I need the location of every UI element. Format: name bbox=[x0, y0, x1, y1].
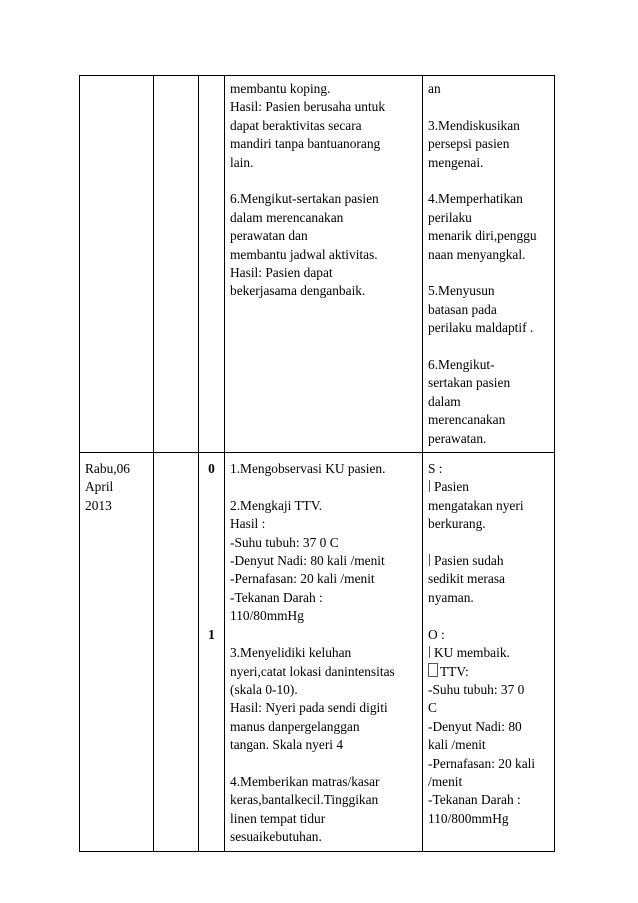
evaluation-line: persepsi pasien bbox=[428, 136, 510, 152]
evaluation-line: 4.Memperhatikan bbox=[428, 191, 523, 207]
evaluation-line bbox=[428, 264, 549, 282]
subjective-label: S : bbox=[428, 461, 443, 477]
evaluation-line: 3.Mendiskusikan bbox=[428, 117, 520, 133]
intervention-line: (skala 0-10). bbox=[230, 681, 298, 697]
intervention-line: 1.Mengobservasi KU pasien. bbox=[230, 461, 386, 477]
intervention-line: Hasil: Nyeri pada sendi digiti bbox=[230, 700, 388, 716]
date-line: Rabu,06 bbox=[85, 461, 131, 477]
number-cell bbox=[199, 453, 225, 851]
date-cell bbox=[80, 76, 154, 453]
subjective-line: sedikit merasa bbox=[428, 571, 505, 587]
intervention-line: Hasil: Pasien dapat bbox=[230, 265, 333, 281]
intervention-line: Hasil : bbox=[230, 516, 266, 532]
subjective-line: Pasien sudah bbox=[434, 553, 504, 569]
objective-line: -Suhu tubuh: 37 0 bbox=[428, 681, 525, 697]
intervention-line: dalam merencanakan bbox=[230, 209, 344, 225]
intervention-line bbox=[230, 478, 417, 496]
bullet-icon bbox=[429, 480, 430, 492]
evaluation-line: perilaku bbox=[428, 209, 472, 225]
intervention-line: 4.Memberikan matras/kasar bbox=[230, 773, 380, 789]
intervention-line: 3.Menyelidiki keluhan bbox=[230, 645, 352, 661]
intervention-line: lain. bbox=[230, 154, 254, 170]
table-row bbox=[80, 76, 555, 453]
date-line: April bbox=[85, 479, 114, 495]
date-cell bbox=[80, 453, 154, 851]
diagnosis-cell bbox=[154, 76, 199, 453]
intervention-line: dapat beraktivitas secara bbox=[230, 117, 362, 133]
number-cell bbox=[199, 76, 225, 453]
subjective-line: berkurang. bbox=[428, 516, 486, 532]
evaluation-line: perawatan. bbox=[428, 430, 487, 446]
evaluation-line: dalam bbox=[428, 393, 461, 409]
subjective-line: Pasien bbox=[434, 479, 469, 495]
evaluation-line bbox=[428, 338, 549, 356]
intervention-line: sesuaikebutuhan. bbox=[230, 829, 322, 845]
evaluation-line bbox=[428, 172, 549, 190]
evaluation-line: naan menyangkal. bbox=[428, 246, 526, 262]
date-line: 2013 bbox=[85, 497, 112, 513]
evaluation-line: menarik diri,penggu bbox=[428, 228, 537, 244]
evaluation-line: perilaku maldaptif . bbox=[428, 320, 534, 336]
objective-line: TTV: bbox=[440, 663, 469, 679]
objective-line: -Tekanan Darah : bbox=[428, 792, 521, 808]
objective-line: kali /menit bbox=[428, 737, 486, 753]
evaluation-line: 5.Menyusun bbox=[428, 283, 495, 299]
intervention-line: -Suhu tubuh: 37 0 C bbox=[230, 534, 339, 550]
intervention-line: membantu jadwal aktivitas. bbox=[230, 246, 378, 262]
objective-line: -Pernafasan: 20 kali bbox=[428, 755, 536, 771]
intervention-line: manus danpergelanggan bbox=[230, 718, 360, 734]
intervention-line: 110/80mmHg bbox=[230, 608, 304, 624]
diagnosis-number-top: 0 bbox=[208, 461, 215, 477]
intervention-line: tangan. Skala nyeri 4 bbox=[230, 737, 344, 753]
intervention-line: bekerjasama denganbaik. bbox=[230, 283, 366, 299]
evaluation-cell bbox=[423, 453, 555, 851]
objective-label: O : bbox=[428, 626, 445, 642]
evaluation-line: mengenai. bbox=[428, 154, 484, 170]
evaluation-line bbox=[428, 98, 549, 116]
subjective-line: nyaman. bbox=[428, 589, 474, 605]
intervention-line bbox=[230, 755, 417, 773]
evaluation-line: an bbox=[428, 81, 441, 96]
evaluation-line: batasan pada bbox=[428, 301, 497, 317]
bullet-icon bbox=[429, 646, 430, 658]
objective-line: /menit bbox=[428, 773, 463, 789]
intervention-line: nyeri,catat lokasi danintensitas bbox=[230, 663, 395, 679]
intervention-line: 6.Mengikut-sertakan pasien bbox=[230, 191, 379, 207]
bullet-icon bbox=[429, 554, 430, 566]
intervention-line: -Tekanan Darah : bbox=[230, 589, 323, 605]
intervention-line: mandiri tanpa bantuanorang bbox=[230, 136, 381, 152]
intervention-cell bbox=[225, 76, 423, 453]
table-row bbox=[80, 453, 555, 851]
intervention-line: Hasil: Pasien berusaha untuk bbox=[230, 99, 386, 115]
evaluation-line: merencanakan bbox=[428, 412, 506, 428]
intervention-line: linen tempat tidur bbox=[230, 810, 326, 826]
diagnosis-cell bbox=[154, 453, 199, 851]
intervention-line: -Pernafasan: 20 kali /menit bbox=[230, 571, 375, 587]
objective-line: KU membaik. bbox=[434, 645, 510, 661]
intervention-line: 2.Mengkaji TTV. bbox=[230, 497, 323, 513]
intervention-cell bbox=[225, 453, 423, 851]
diagnosis-number-bottom: 1 bbox=[208, 626, 215, 642]
evaluation-line: sertakan pasien bbox=[428, 375, 511, 391]
intervention-line: keras,bantalkecil.Tinggikan bbox=[230, 792, 379, 808]
subjective-line: mengatakan nyeri bbox=[428, 497, 524, 513]
nursing-care-table bbox=[79, 75, 555, 852]
objective-line: -Denyut Nadi: 80 bbox=[428, 718, 522, 734]
evaluation-line: 6.Mengikut- bbox=[428, 357, 495, 373]
objective-line: C bbox=[428, 700, 437, 716]
intervention-line bbox=[230, 172, 417, 190]
objective-line: 110/800mmHg bbox=[428, 810, 509, 826]
intervention-line: -Denyut Nadi: 80 kali /menit bbox=[230, 553, 385, 569]
intervention-line: perawatan dan bbox=[230, 228, 308, 244]
evaluation-cell bbox=[423, 76, 555, 453]
intervention-line: membantu koping. bbox=[230, 81, 331, 96]
checkbox-bullet-icon bbox=[428, 663, 438, 677]
intervention-line bbox=[230, 626, 417, 644]
